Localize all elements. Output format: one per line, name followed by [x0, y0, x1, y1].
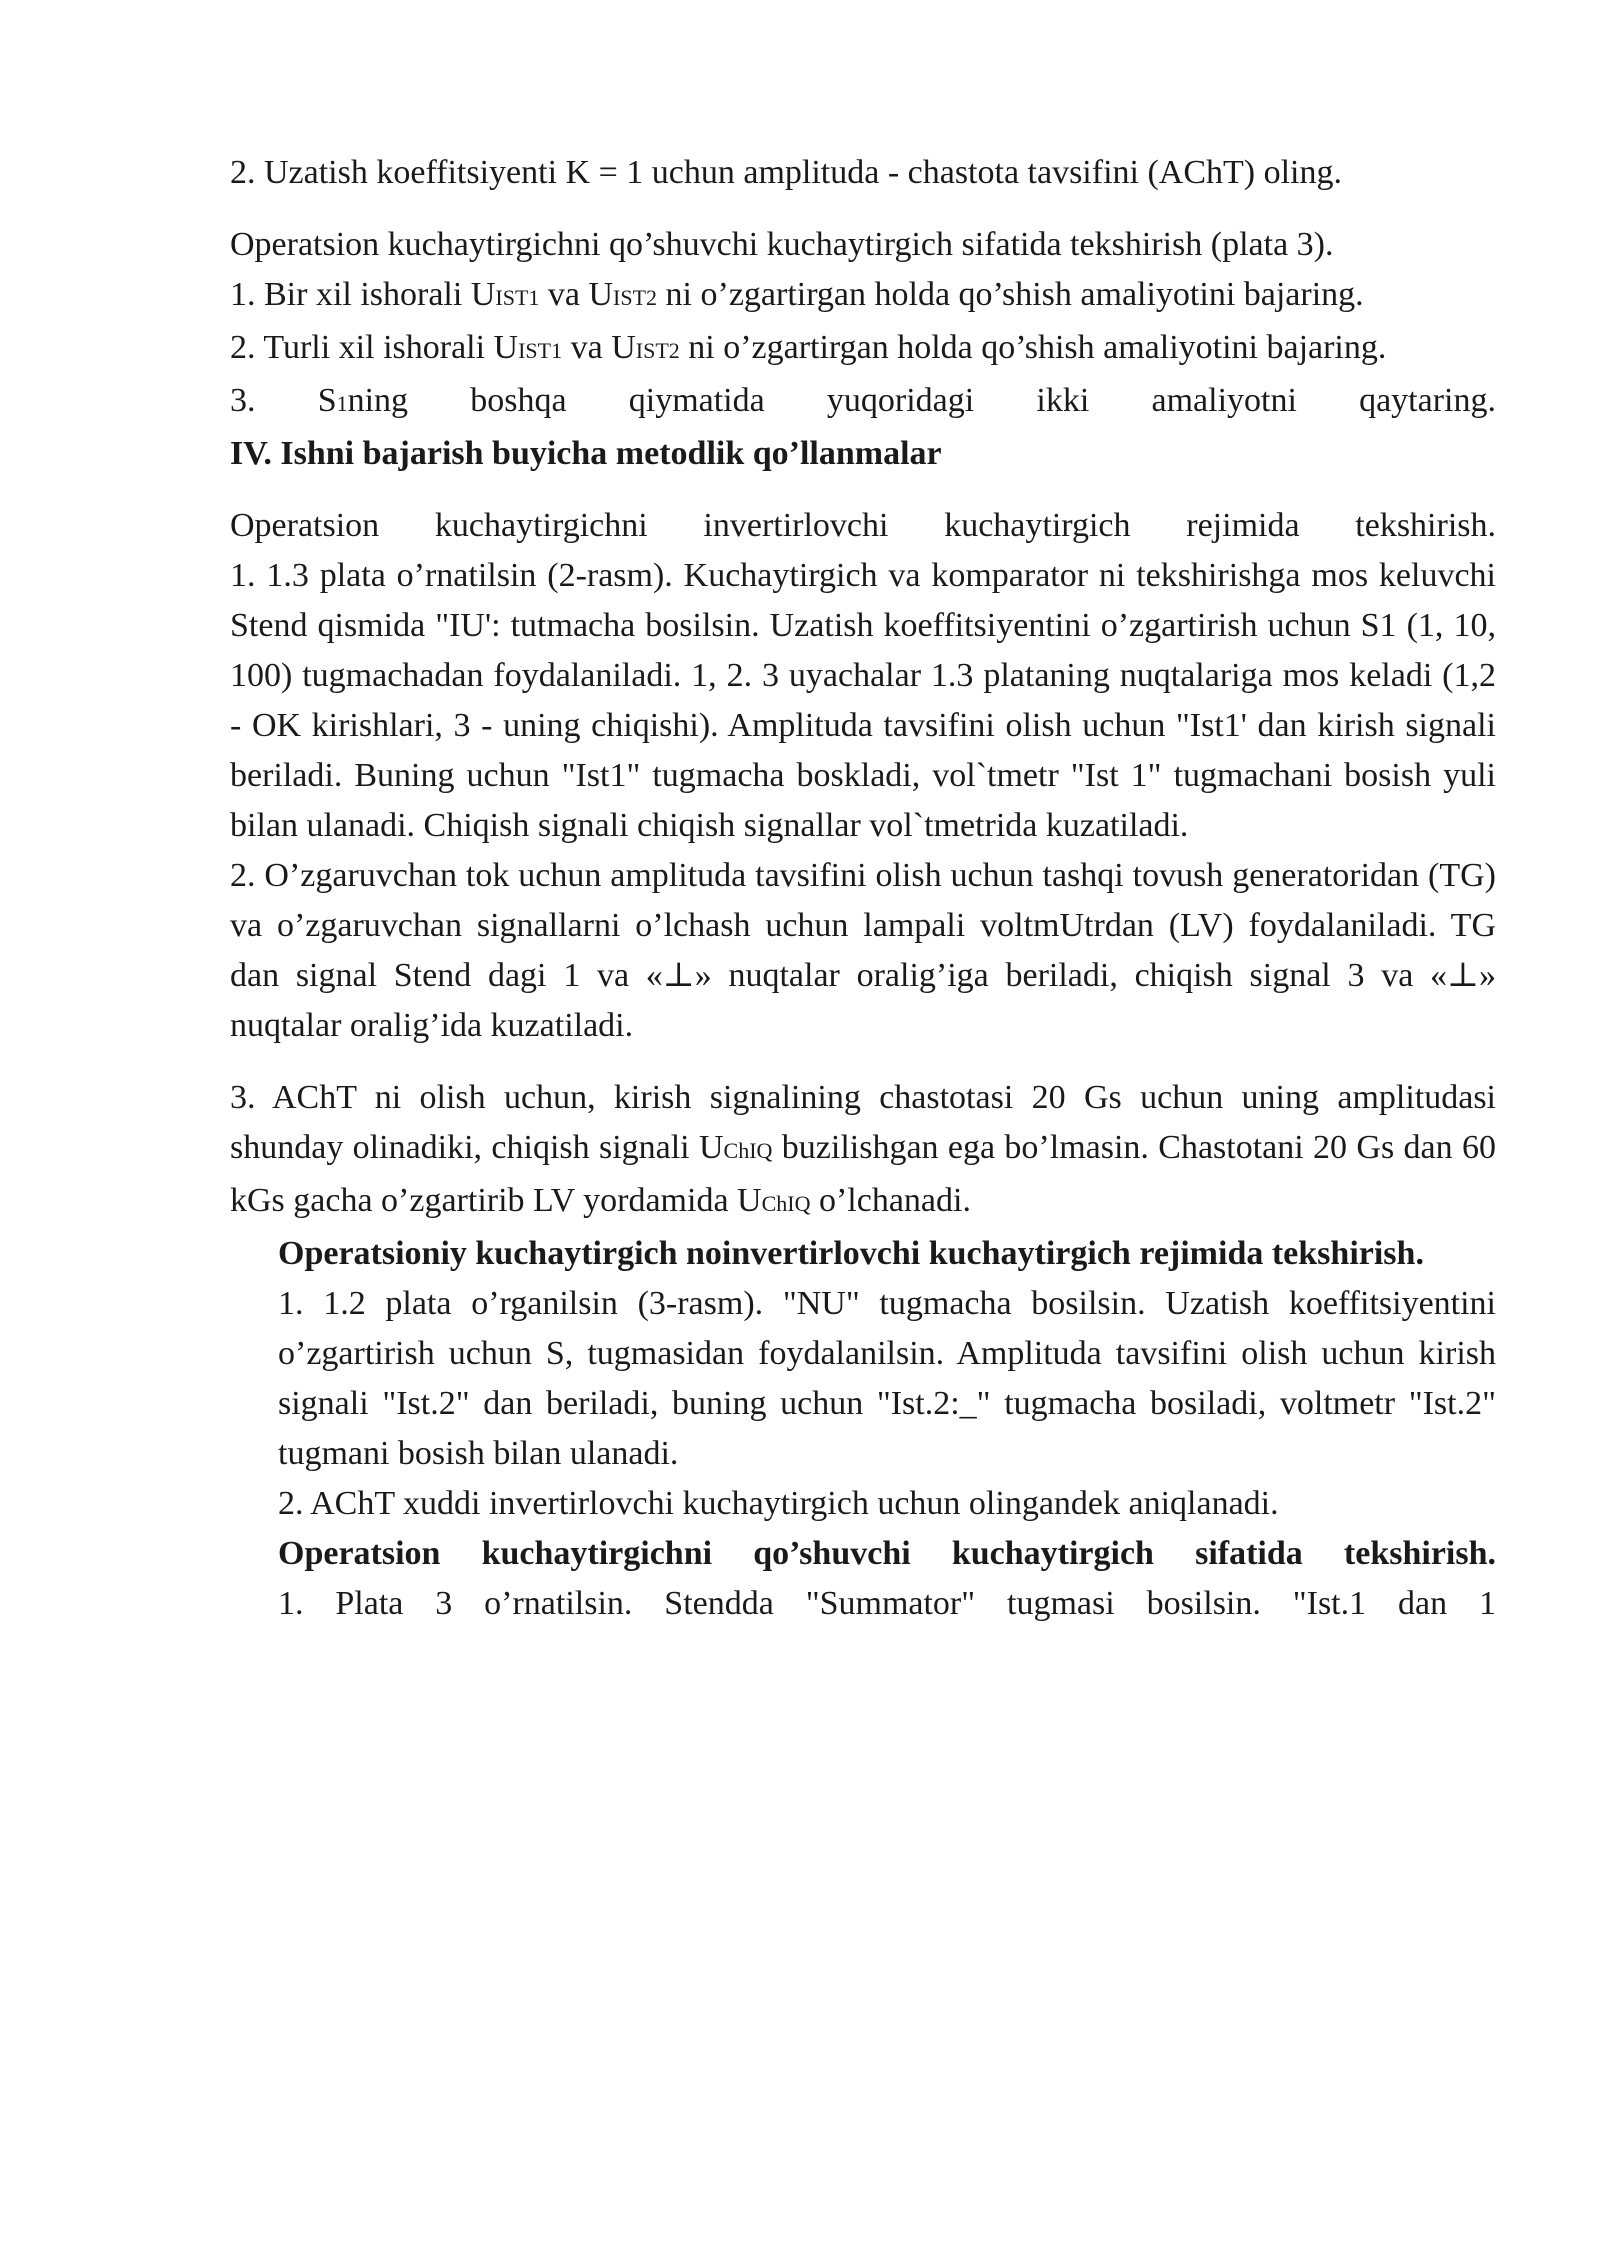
invert-item-2: 2. O’zgaruvchan tok uchun amplituda tavsifini olish uchun tashqi tovush generatoridan (TG) va o’zgaruvchan signallarni o’lchash uchun lampali voltmUtrdan (LV) foydalaniladi. TG dan signal Stend dagi 1 va «⊥» nuqtalar oralig’iga beriladi, chiqish signal 3 va «⊥» nuqtalar oralig’ida kuzatiladi.	[230, 857, 1496, 1044]
noninvert-section	[278, 1229, 1496, 1629]
acht-paragraph: 3. AChT ni olish uchun, kirish signalining chastotasi 20 Gs uchun uning amplitudasi shunday olinadiki, chiqish signali UChIQ buzilishgan ega bo’lmasin. Chastotani 20 Gs dan 60 kGs gacha o’zgartirib LV yordamida UChIQ o’lchanadi.	[230, 1079, 1496, 1219]
invert-body: 1. 1.3 plata o’rnatilsin (2-rasm). Kuchaytirgich va komparator ni tekshirishga mos keluvchi Stend qismida "IU': tutmacha bosilsin. Uzatish koeffitsiyentini o’zgartirish uchun S1 (1, 10, 100) tugmachadan foydalaniladi. 1, 2. 3 uyachalar 1.3 plataning nuqtalariga mos keladi (1,2 - OK kirishlari, 3 - uning chiqishi). Amplituda tavsifini olish uchun "Ist1' dan kirish signali beriladi. Buning uchun "Ist1" tugmacha boskladi, vol`tmetr "Ist 1" tugmachani bosish yuli bilan ulanadi. Chiqish signali chiqish signallar vol`tmetrida kuzatiladi.	[230, 557, 1496, 844]
document-page	[230, 148, 1496, 1629]
noninvert-body: 1. 1.2 plata o’rganilsin (3-rasm). "NU" tugmacha bosilsin. Uzatish koeffitsiyentini o’zgartirish uchun S, tugmasidan foydalanilsin. Amplituda tavsifini olish uchun kirish signali "Ist.2" dan beriladi, buning uchun "Ist.2:_" tugmacha bosiladi, voltmetr "Ist.2" tugmani bosish bilan ulanadi.	[278, 1285, 1496, 1472]
summator-intro: Operatsion kuchaytirgichni qo’shuvchi kuchaytirgich sifatida tekshirish (plata 3).	[230, 226, 1334, 263]
paragraph-acht: 2. Uzatish koeffitsiyenti K = 1 uchun amplituda - chastota tavsifini (AChT) oling.	[230, 154, 1343, 191]
noninvert-title: Operatsioniy kuchaytirgich noinvertirlovchi kuchaytirgich rejimida tekshirish.	[278, 1235, 1424, 1272]
summator-section	[230, 220, 1496, 479]
summator-last-line: 1. Plata 3 o’rnatilsin. Stendda "Summator" tugmasi bosilsin. "Ist.1 dan 1	[278, 1585, 1496, 1622]
invert-section	[230, 501, 1496, 1051]
summator-item-3: 3. S1ning boshqa qiymatida yuqoridagi ikki amaliyotni qaytaring.	[230, 382, 1496, 419]
section-heading: IV. Ishni bajarish buyicha metodlik qo’llanmalar	[230, 435, 942, 472]
summator-item-2: 2. Turli xil ishorali UIST1 va UIST2 ni o’zgartirgan holda qo’shish amaliyotini bajaring.	[230, 329, 1387, 366]
summator-item-1: 1. Bir xil ishorali UIST1 va UIST2 ni o’zgartirgan holda qo’shish amaliyotini bajaring.	[230, 276, 1364, 313]
summator-title-2: Operatsion kuchaytirgichni qo’shuvchi kuchaytirgich sifatida tekshirish.	[278, 1535, 1496, 1572]
noninvert-item-2: 2. AChT xuddi invertirlovchi kuchaytirgich uchun olingandek aniqlanadi.	[278, 1485, 1279, 1522]
invert-title: Operatsion kuchaytirgichni invertirlovchi kuchaytirgich rejimida tekshirish.	[230, 507, 1496, 544]
